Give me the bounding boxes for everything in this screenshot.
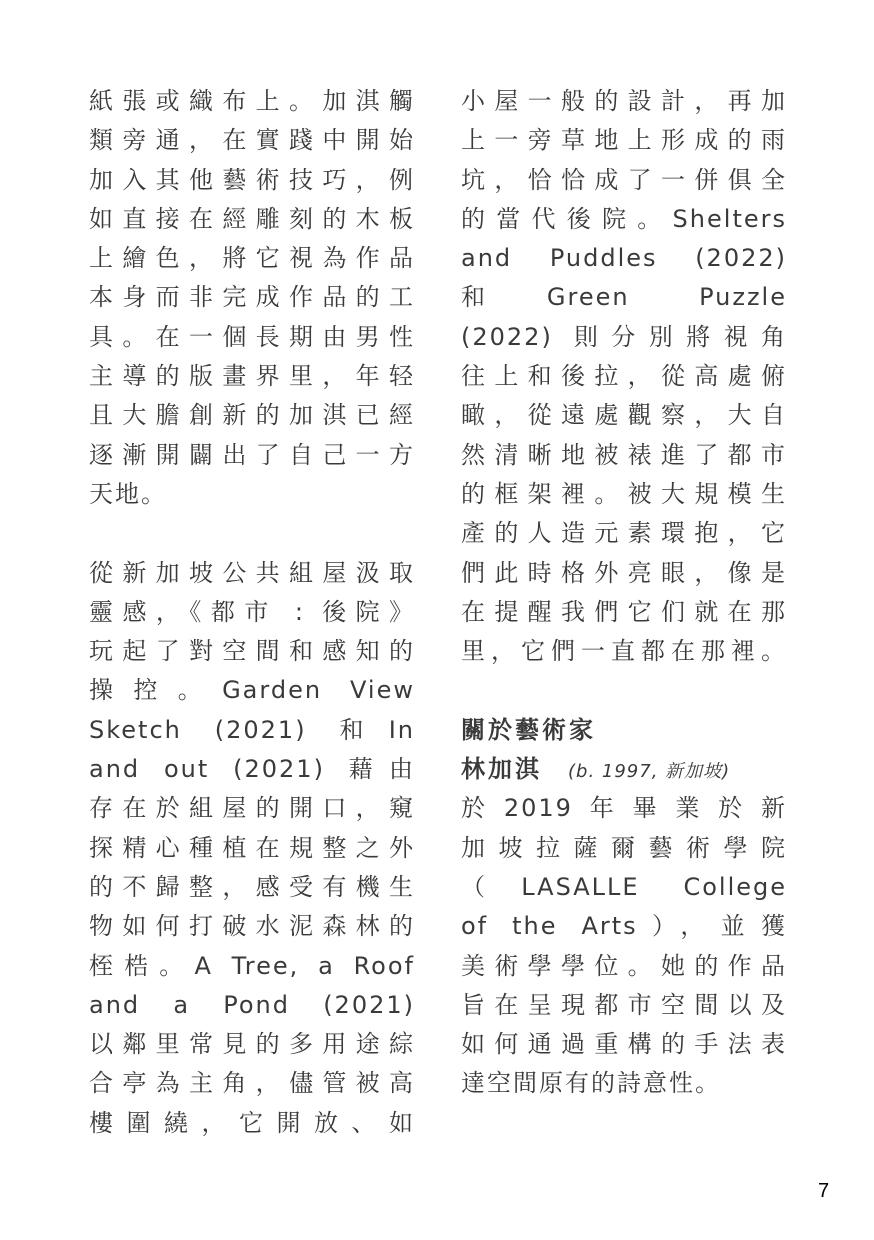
text-line: 加入其他藝術技巧，例 xyxy=(89,165,415,194)
text-line: 的不歸整，感受有機生 xyxy=(89,872,415,901)
text-line: and Puddles (2022) xyxy=(461,244,787,273)
text-line: （LASALLE College xyxy=(461,872,787,901)
text-line: 本身而非完成作品的工 xyxy=(89,283,415,312)
artist-name: 林加淇 xyxy=(461,755,542,784)
page-number: 7 xyxy=(818,1180,830,1202)
text-line: 的框架裡。被大規模生 xyxy=(461,479,787,508)
text-line: 類旁通，在實踐中開始 xyxy=(89,126,415,155)
text-line: 玩起了對空間和感知的 xyxy=(89,637,415,666)
text-line: (2022) 則分別將視角 xyxy=(461,322,787,351)
text-line: 存在於組屋的開口，窺 xyxy=(89,794,415,823)
text-line: 旨在呈現都市空間以及 xyxy=(461,990,787,1019)
text-line: 里，它們一直都在那裡。 xyxy=(461,637,787,666)
text-line: 產的人造元素環抱，它 xyxy=(461,519,787,548)
text-line: 然清晰地被裱進了都市 xyxy=(461,440,787,469)
artist-name-row xyxy=(461,750,787,789)
text-line: 桎梏。A Tree, a Roof xyxy=(89,951,415,980)
paragraph-gap xyxy=(89,514,415,553)
text-line: 從新加坡公共組屋汲取 xyxy=(89,558,415,587)
text-line: 往上和後拉，從高處俯 xyxy=(461,362,787,391)
text-line: 美術學學位。她的作品 xyxy=(461,951,787,980)
text-line: and a Pond (2021) xyxy=(89,990,415,1019)
text-line: 小屋一般的設計，再加 xyxy=(461,87,787,115)
left-column xyxy=(89,82,415,1143)
right-paragraph-1 xyxy=(461,82,787,671)
text-line: 以鄰里常見的多用途綜 xyxy=(89,1030,415,1059)
text-line: 達空間原有的詩意性。 xyxy=(461,1069,721,1098)
text-line: 上一旁草地上形成的雨 xyxy=(461,126,787,155)
text-line: 逐漸開闢出了自己一方 xyxy=(89,440,415,469)
about-artist-heading: 關於藝術家 xyxy=(461,715,596,744)
right-column xyxy=(461,82,787,1104)
text-line: 靈感，《都市 : 後院》 xyxy=(89,597,415,626)
artist-birth-info: (b. 1997, 新加坡) xyxy=(568,761,731,783)
text-line: 具。在一個長期由男性 xyxy=(89,322,415,351)
text-line: 操控。Garden View xyxy=(89,676,415,705)
text-line: 物如何打破水泥森林的 xyxy=(89,912,415,941)
text-line: 探精心種植在規整之外 xyxy=(89,833,415,862)
text-line: 紙張或織布上。加淇觸 xyxy=(89,87,415,115)
text-line: 的當代後院。Shelters xyxy=(461,204,787,233)
text-line: 樓圍繞，它開放、如 xyxy=(89,1108,415,1137)
text-line: 合亭為主角，儘管被高 xyxy=(89,1069,415,1098)
text-line: 們此時格外亮眼，像是 xyxy=(461,558,787,587)
text-line: 天地。 xyxy=(89,479,167,508)
text-line: 加坡拉薩爾藝術學院 xyxy=(461,833,787,862)
paragraph-gap xyxy=(461,671,787,710)
text-line: 和Green Puzzle xyxy=(461,283,787,312)
text-line: 如何通過重構的手法表 xyxy=(461,1030,787,1059)
text-line: 如直接在經雕刻的木板 xyxy=(89,204,415,233)
left-paragraph-1 xyxy=(89,82,415,514)
left-paragraph-2 xyxy=(89,554,415,1143)
about-artist-section xyxy=(461,711,787,1104)
text-line: 且大膽創新的加淇已經 xyxy=(89,401,415,430)
text-line: 於2019年畢業於新 xyxy=(461,794,787,823)
text-line: 主導的版畫界里，年轻 xyxy=(89,362,415,391)
text-line: 瞰，從遠處觀察，大自 xyxy=(461,401,787,430)
text-line: 在提醒我們它们就在那 xyxy=(461,597,787,626)
text-line: 坑，恰恰成了一併俱全 xyxy=(461,165,787,194)
text-line: Sketch (2021) 和In xyxy=(89,715,415,744)
text-line: and out (2021) 藉由 xyxy=(89,755,415,784)
text-line: of the Arts），並獲 xyxy=(461,912,787,941)
text-line: 上繪色，將它視為作品 xyxy=(89,244,415,273)
